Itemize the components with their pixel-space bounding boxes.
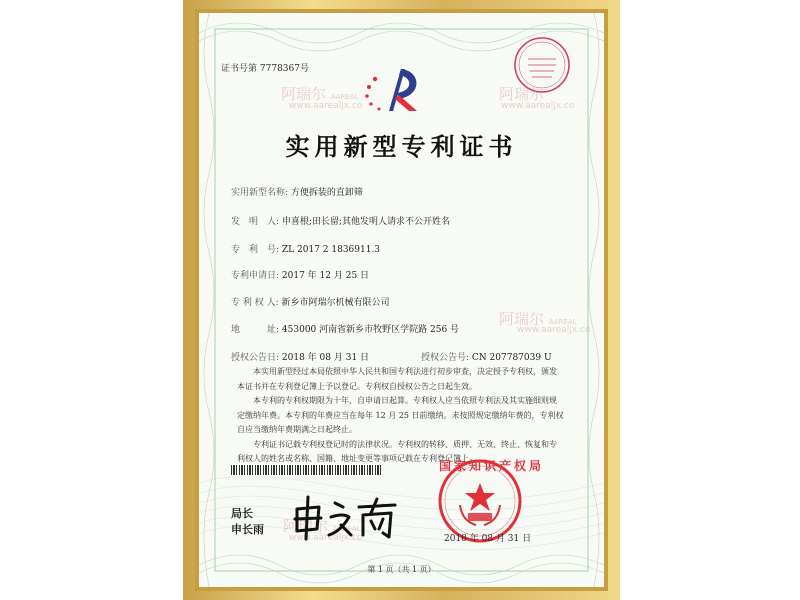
- seal-date: 2018 年 08 月 31 日: [444, 534, 532, 544]
- watermark: 阿瑞尔 AAREAL: [499, 310, 577, 328]
- watermark-url: www.aarealjx.co: [501, 101, 575, 111]
- body-line: 利权人的姓名或名称、国籍、地址变更等事项记载在专利登记簿上。: [237, 454, 477, 463]
- body-line: 定缴纳年费。本专利的年费应当在每年 12 月 25 日前缴纳。未按照规定缴纳年费的，专利权: [237, 410, 564, 420]
- director-signature: [291, 491, 401, 543]
- page-footer: 第 1 页（共 1 页）: [367, 565, 436, 574]
- watermark-url: www.aarealjx.co: [289, 101, 363, 111]
- patent-office-logo: [359, 65, 431, 113]
- director-name: 申长雨: [231, 523, 264, 536]
- field-grant-number: 授权公告号: CN 207787039 U: [421, 353, 552, 363]
- seal-text: 国家知识产权局: [439, 459, 545, 473]
- barcode: [231, 465, 381, 475]
- body-line: 本专利的专利权期限为十年，自申请日起算。专利权人应当依照专利法及其实施细则规: [237, 396, 557, 405]
- body-line: 本证书并在专利登记簿上予以登记。专利权自授权公告之日起生效。: [237, 381, 477, 391]
- watermark: 阿瑞尔 AAREAL: [283, 517, 361, 535]
- certificate-body-text: [237, 365, 577, 467]
- field-address: 地 址: 453000 河南省新乡市牧野区学院路 256 号: [231, 325, 460, 335]
- field-patentee: 专 利 权 人: 新乡市阿瑞尔机械有限公司: [231, 298, 390, 308]
- watermark: 阿瑞尔 AAREAL: [281, 85, 359, 103]
- watermark-url: www.aarealjx.co: [289, 533, 363, 543]
- field-patent-number: 专 利 号: ZL 2017 2 1836911.3: [231, 245, 381, 255]
- special-seal-stamp: [512, 35, 572, 95]
- certificate-title: 实用新型专利证书: [285, 133, 518, 161]
- director-title: 局长: [231, 507, 253, 520]
- watermark: 阿瑞尔: [499, 85, 545, 103]
- field-utility-model-name: 实用新型名称: 方便拆装的直卸筛: [231, 188, 363, 198]
- body-line: 专利证书记载专利权登记时的法律状况。专利权的转移、质押、无效、终止、恢复和专: [237, 439, 557, 449]
- certificate-paper: [199, 13, 604, 587]
- certificate-number: 证书号第 7778367号: [221, 64, 309, 74]
- body-line: 本实用新型经过本局依照中华人民共和国专利法进行初步审查，决定授予专利权，颁发: [237, 367, 557, 376]
- watermark-url: www.aarealjx.co: [517, 325, 591, 335]
- field-inventors: 发 明 人: 申喜根;田长留;其他发明人请求不公开姓名: [231, 217, 450, 227]
- field-application-date: 专利申请日: 2017 年 12 月 25 日: [231, 271, 370, 281]
- field-grant-date: 授权公告日: 2018 年 08 月 31 日: [231, 353, 370, 363]
- body-line: 自应当缴纳年费期满之日起终止。: [237, 425, 357, 434]
